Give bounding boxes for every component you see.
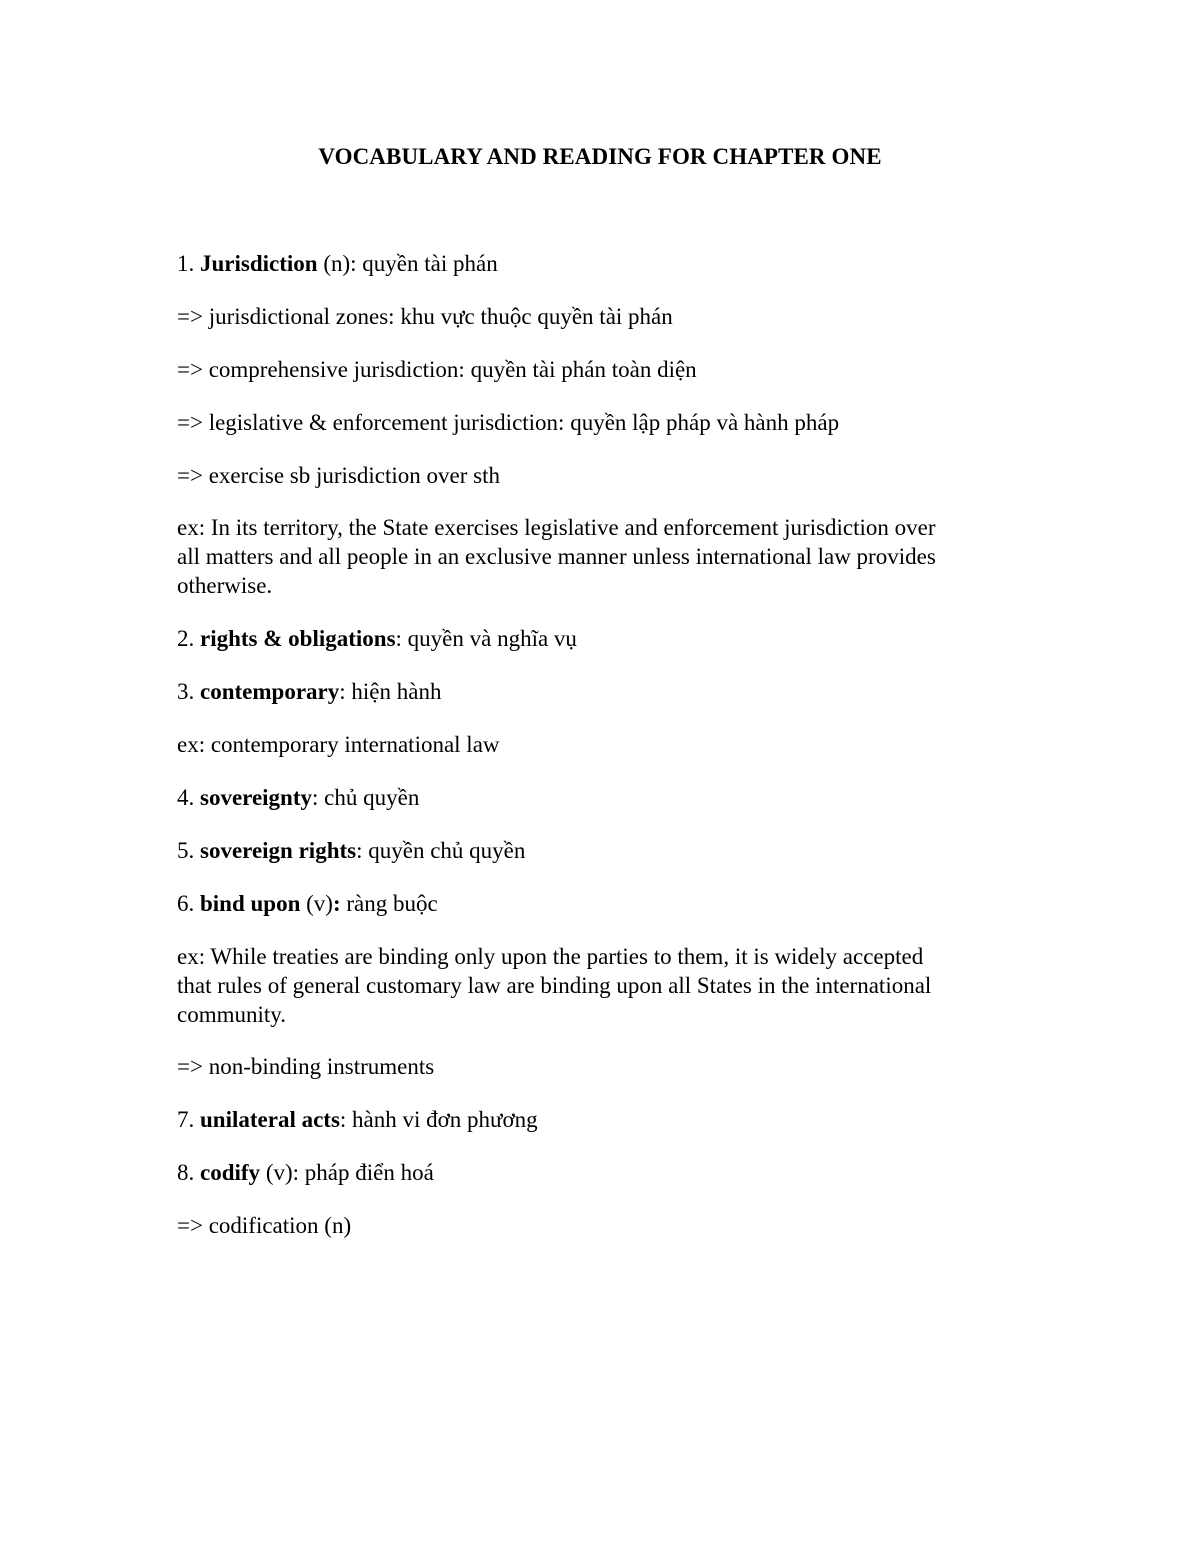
entry-definition: : hiện hành [339,679,442,704]
entry-4 [177,783,419,812]
entry-1 [177,249,498,278]
entry-3-example: ex: contemporary international law [177,732,500,757]
entry-term: sovereignty [200,785,313,810]
example-line: otherwise. [177,573,273,598]
entry-term: Jurisdiction [200,251,318,276]
entry-number: 3. [177,679,200,704]
entry-8 [177,1158,434,1187]
page-title: VOCABULARY AND READING FOR CHAPTER ONE [318,144,882,169]
entry-definition: (v): pháp điển hoá [260,1160,434,1185]
entry-2 [177,624,577,653]
entry-1-derivative-2: => comprehensive jurisdiction: quyền tài phán toàn diện [177,357,697,382]
entry-term: unilateral acts [200,1107,340,1132]
example-line: all matters and all people in an exclusive manner unless international law provides [177,544,936,569]
entry-number: 4. [177,785,200,810]
entry-definition: : quyền chủ quyền [356,838,526,863]
entry-number: 8. [177,1160,200,1185]
entry-1-derivative-4: => exercise sb jurisdiction over sth [177,463,500,488]
entry-6 [177,889,438,918]
entry-7 [177,1105,538,1134]
entry-term: contemporary [200,679,340,704]
entry-term: codify [200,1160,261,1185]
entry-1-derivative-1: => jurisdictional zones: khu vực thuộc quyền tài phán [177,304,673,329]
entry-term: bind upon [200,891,301,916]
entry-definition: ràng buộc [340,891,438,916]
entry-1-derivative-3: => legislative & enforcement jurisdiction: quyền lập pháp và hành pháp [177,410,840,435]
entry-term: rights & obligations [200,626,396,651]
entry-definition: : quyền và nghĩa vụ [395,626,577,651]
example-line: ex: While treaties are binding only upon the parties to them, it is widely accepted [177,944,924,969]
entry-8-derivative: => codification (n) [177,1213,352,1238]
entry-definition: : hành vi đơn phương [339,1107,538,1132]
entry-definition: : chủ quyền [312,785,420,810]
entry-number: 1. [177,251,200,276]
entry-3 [177,677,441,706]
entry-1-example [177,513,1027,600]
entry-5 [177,836,525,865]
entry-colon: : [332,891,341,916]
example-line: that rules of general customary law are binding upon all States in the international [177,973,932,998]
entry-part-of-speech: (v) [300,891,333,916]
entry-number: 7. [177,1107,200,1132]
entry-6-example [177,942,1027,1029]
entry-definition: (n): quyền tài phán [317,251,498,276]
entry-6-derivative: => non-binding instruments [177,1054,435,1079]
example-line: ex: In its territory, the State exercises legislative and enforcement jurisdiction over [177,515,936,540]
example-line: community. [177,1002,287,1027]
entry-term: sovereign rights [200,838,357,863]
entry-number: 2. [177,626,200,651]
entry-number: 5. [177,838,200,863]
entry-number: 6. [177,891,200,916]
